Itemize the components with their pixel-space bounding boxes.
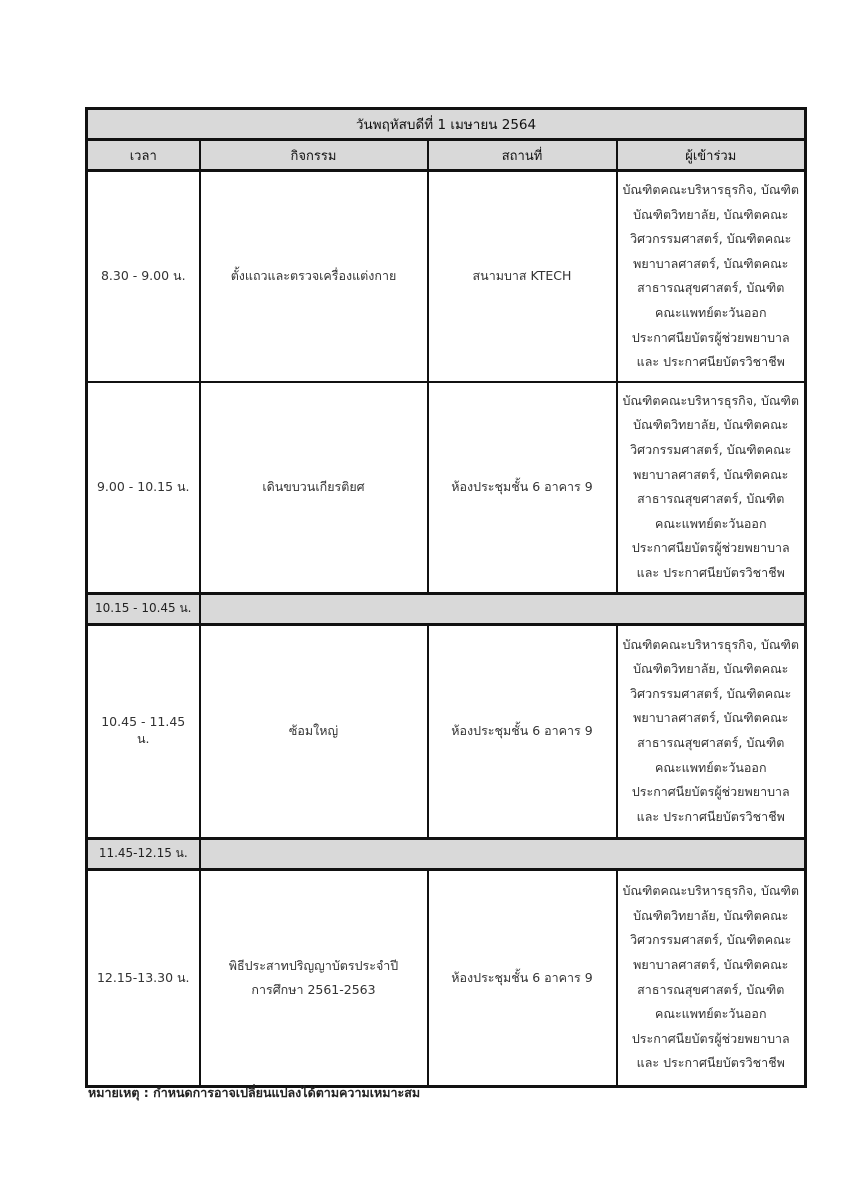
participant-line: พยาบาลศาสตร์, บัณฑิตคณะ [633, 255, 789, 271]
activity-line: เดินขบวนเกียรติยศ [262, 479, 365, 495]
break-fill [200, 838, 806, 869]
row-time: 8.30 - 9.00 น. [87, 171, 200, 382]
schedule-row [87, 624, 806, 838]
participant-line: วิศวกรรมศาสตร์, บัณฑิตคณะ [630, 932, 792, 948]
participant-line: สาธารณสุขศาสตร์, บัณฑิต [637, 280, 785, 296]
participant-line: ประกาศนียบัตรผู้ช่วยพยาบาล [631, 1030, 790, 1046]
participant-line: พยาบาลศาสตร์, บัณฑิตคณะ [633, 956, 789, 972]
row-activity [200, 171, 428, 382]
participant-line: บัณฑิตวิทยาลัย, บัณฑิตคณะ [633, 417, 789, 433]
schedule-title: วันพฤหัสบดีที่ 1 เมษายน 2564 [87, 109, 806, 140]
participant-line: บัณฑิตวิทยาลัย, บัณฑิตคณะ [633, 206, 789, 222]
activity-line: พิธีประสาทปริญญาบัตรประจำปี [228, 957, 399, 973]
participant-line: พยาบาลศาสตร์, บัณฑิตคณะ [633, 466, 789, 482]
header-location: สถานที่ [428, 140, 617, 171]
schedule-row [87, 382, 806, 593]
participant-line: บัณฑิตคณะบริหารธุรกิจ, บัณฑิต [622, 182, 800, 197]
participant-line: บัณฑิตคณะบริหารธุรกิจ, บัณฑิต [622, 636, 800, 652]
row-location: สนามบาส KTECH [428, 171, 617, 382]
participant-line: คณะแพทย์ตะวันออก [655, 304, 767, 320]
participant-line: และ ประกาศนียบัตรวิชาชีพ [636, 564, 785, 580]
row-time: 9.00 - 10.15 น. [87, 382, 200, 593]
participant-line: ประกาศนียบัตรผู้ช่วยพยาบาล [631, 784, 790, 800]
participant-line: และ ประกาศนียบัตรวิชาชีพ [636, 808, 785, 824]
row-participants [617, 624, 806, 838]
schedule-row [87, 869, 806, 1086]
row-participants [617, 382, 806, 593]
participant-line: พยาบาลศาสตร์, บัณฑิตคณะ [633, 710, 789, 726]
title-row [87, 109, 806, 140]
break-time: 10.15 - 10.45 น. [87, 593, 200, 624]
participant-line: คณะแพทย์ตะวันออก [655, 1006, 767, 1022]
break-fill [200, 593, 806, 624]
row-location: ห้องประชุมชั้น 6 อาคาร 9 [428, 382, 617, 593]
header-activity: กิจกรรม [200, 140, 428, 171]
schedule-table [85, 107, 807, 1088]
row-participants [617, 171, 806, 382]
row-activity [200, 869, 428, 1086]
participant-line: คณะแพทย์ตะวันออก [655, 515, 767, 531]
header-time: เวลา [87, 140, 200, 171]
row-activity [200, 624, 428, 838]
row-participants [617, 869, 806, 1086]
row-location: ห้องประชุมชั้น 6 อาคาร 9 [428, 624, 617, 838]
participant-line: ประกาศนียบัตรผู้ช่วยพยาบาล [631, 540, 790, 556]
break-time: 11.45-12.15 น. [87, 838, 200, 869]
activity-line: การศึกษา 2561-2563 [251, 981, 376, 997]
participant-line: วิศวกรรมศาสตร์, บัณฑิตคณะ [630, 685, 792, 701]
row-time: 12.15-13.30 น. [87, 869, 200, 1086]
participant-line: และ ประกาศนียบัตรวิชาชีพ [636, 1055, 785, 1071]
header-row [87, 140, 806, 171]
row-activity [200, 382, 428, 593]
participant-line: ประกาศนียบัตรผู้ช่วยพยาบาล [631, 329, 790, 345]
activity-line: ซ้อมใหญ่ [288, 723, 339, 738]
activity-line: ตั้งแถวและตรวจเครื่องแต่งกาย [230, 268, 397, 284]
participant-line: วิศวกรรมศาสตร์, บัณฑิตคณะ [630, 231, 792, 247]
row-location: ห้องประชุมชั้น 6 อาคาร 9 [428, 869, 617, 1086]
participant-line: บัณฑิตวิทยาลัย, บัณฑิตคณะ [633, 907, 789, 923]
row-time: 10.45 - 11.45 น. [87, 624, 200, 838]
participant-line: บัณฑิตคณะบริหารธุรกิจ, บัณฑิต [622, 392, 800, 408]
participant-line: สาธารณสุขศาสตร์, บัณฑิต [637, 491, 785, 507]
participant-line: คณะแพทย์ตะวันออก [655, 759, 767, 775]
footnote: หมายเหตุ : กำหนดการอาจเปลี่ยนแปลงได้ตามความเหมาะสม [88, 1085, 421, 1100]
schedule-row [87, 171, 806, 382]
break-row [87, 838, 806, 869]
header-participants: ผู้เข้าร่วม [617, 140, 806, 171]
participant-line: บัณฑิตวิทยาลัย, บัณฑิตคณะ [633, 661, 789, 677]
participant-line: และ ประกาศนียบัตรวิชาชีพ [636, 354, 785, 370]
participant-line: บัณฑิตคณะบริหารธุรกิจ, บัณฑิต [622, 883, 800, 899]
break-row [87, 593, 806, 624]
participant-line: วิศวกรรมศาสตร์, บัณฑิตคณะ [630, 441, 792, 457]
participant-line: สาธารณสุขศาสตร์, บัณฑิต [637, 735, 785, 750]
participant-line: สาธารณสุขศาสตร์, บัณฑิต [637, 981, 785, 997]
